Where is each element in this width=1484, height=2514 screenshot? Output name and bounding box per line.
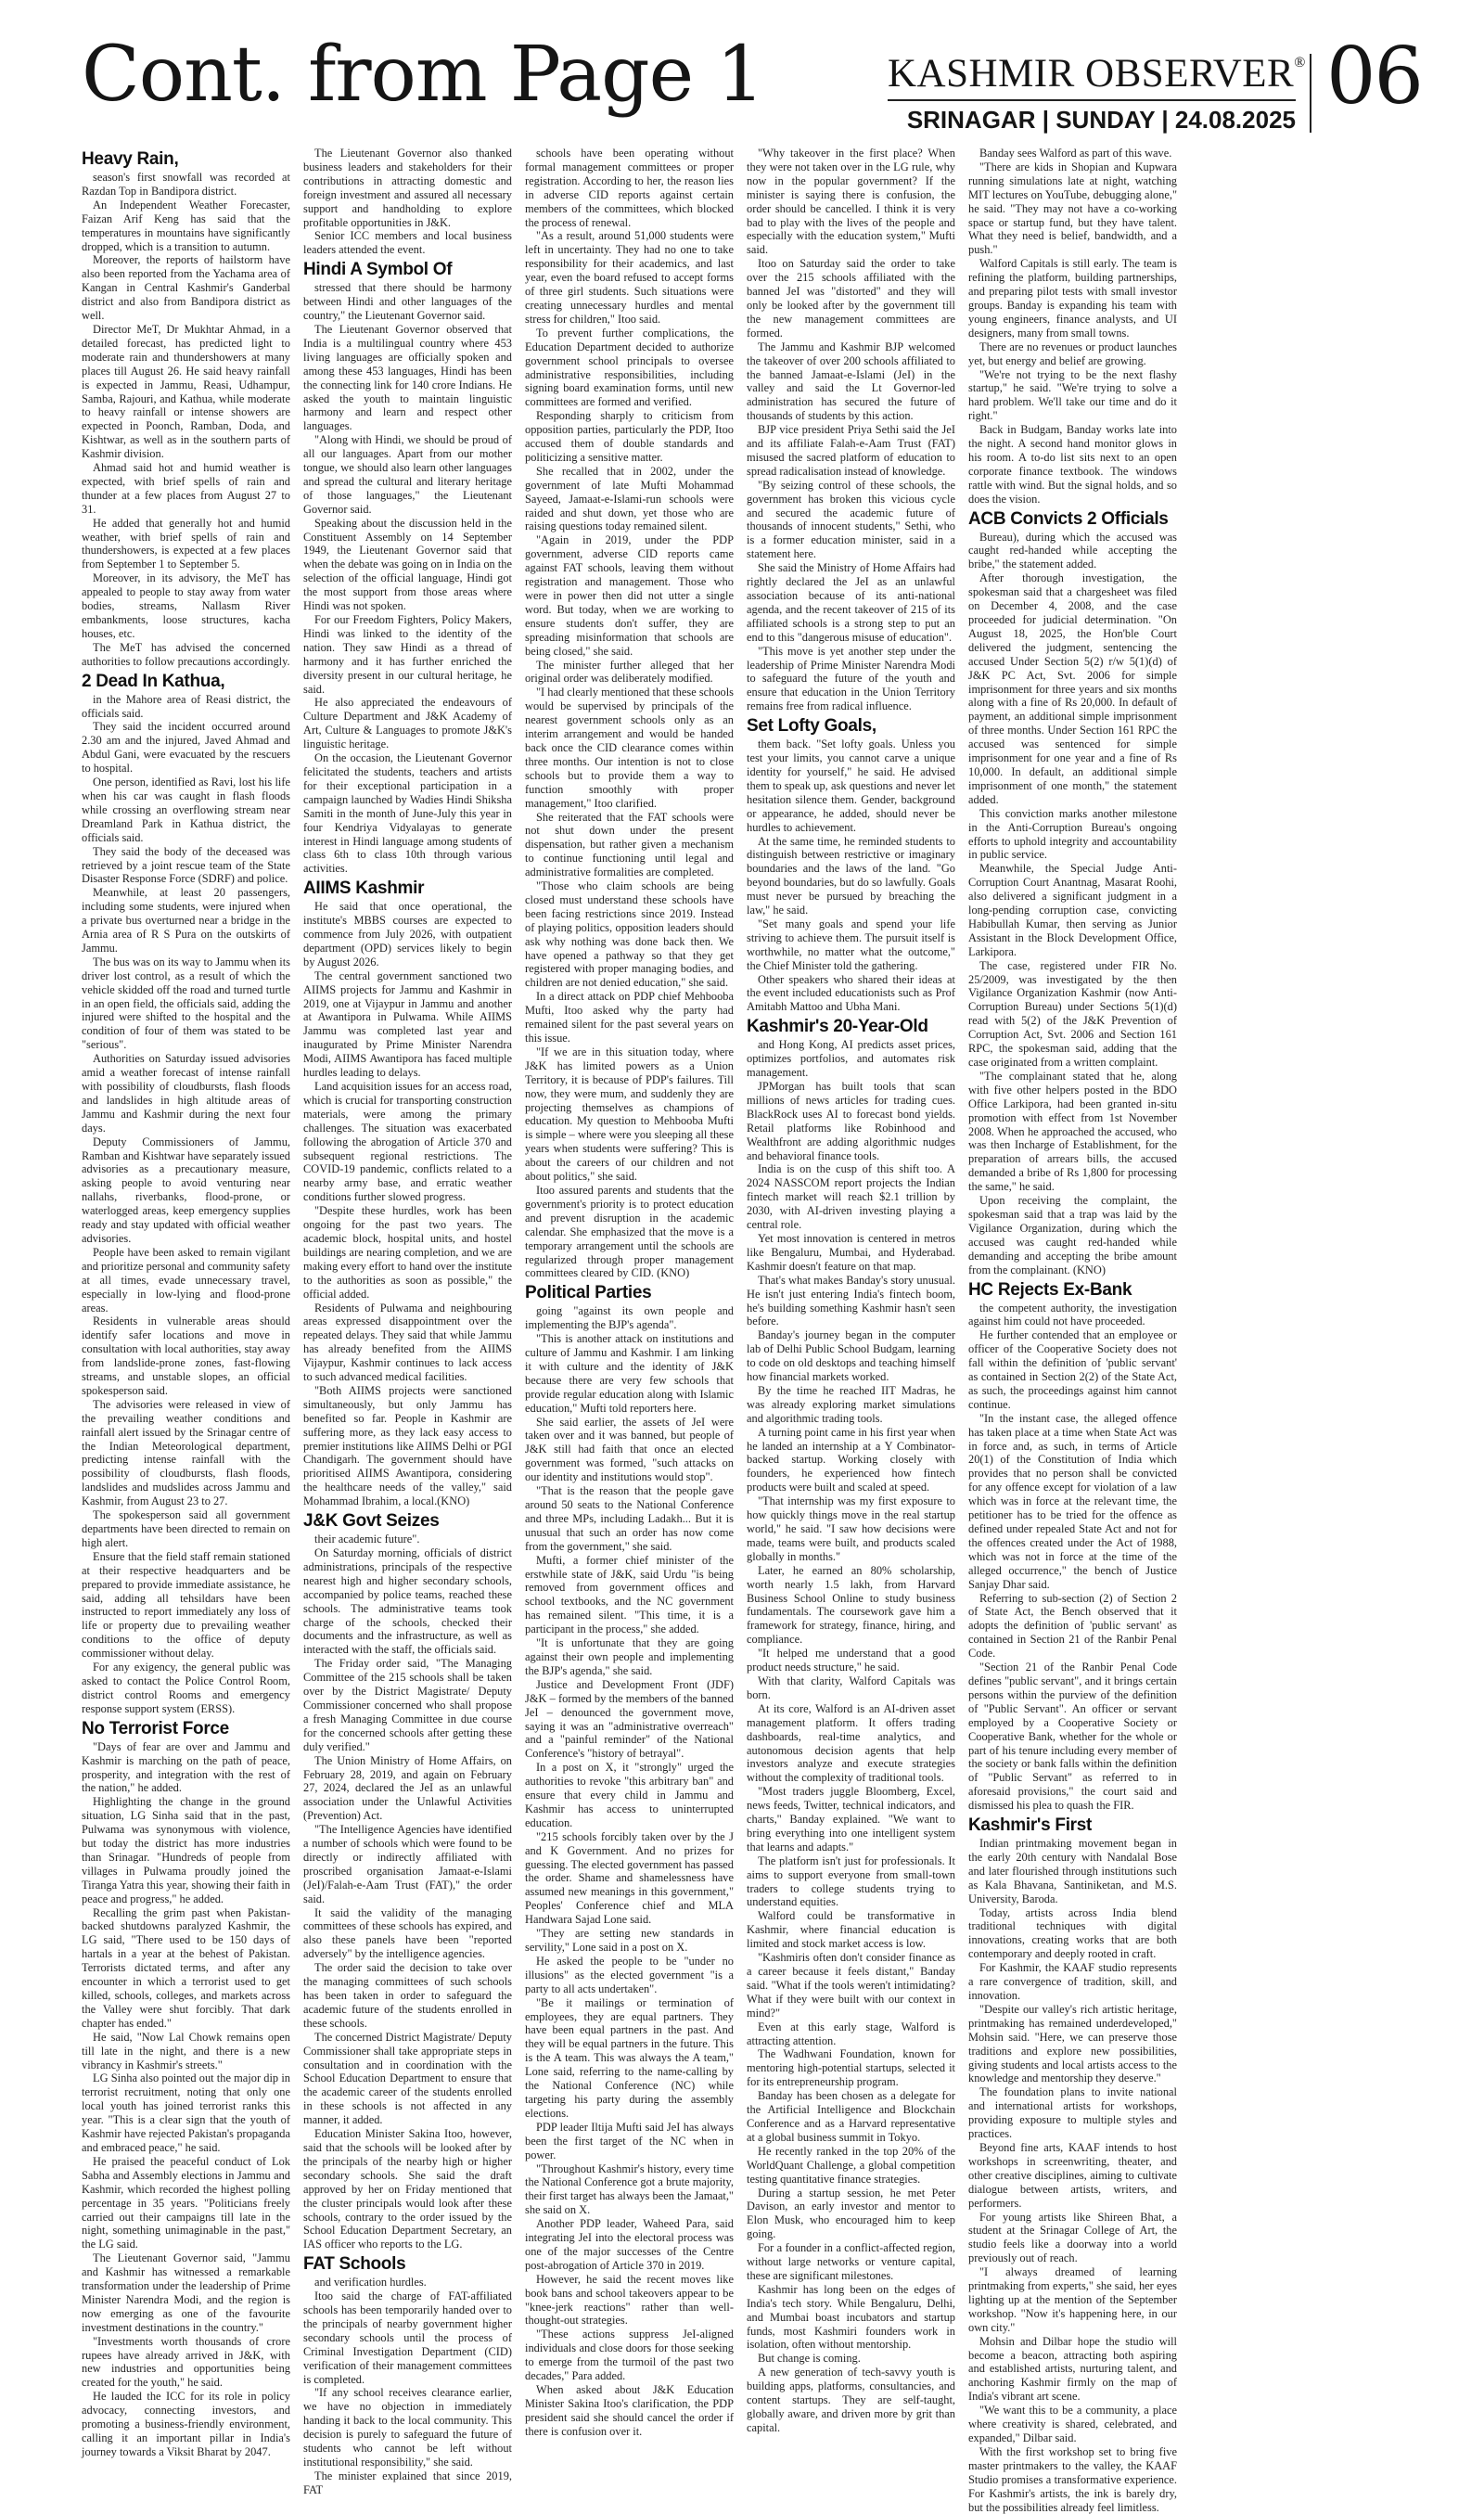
article-paragraph: "Throughout Kashmir's history, every time the National Conference got a brute majority, their first target has always been the Jamaat," she said on X. <box>525 2161 734 2217</box>
article-paragraph: Deputy Commissioners of Jammu, Ramban and Kishtwar have separately issued advisories as a precautionary measure, asking people to avoid venturing near nallahs, riverbanks, flood-prone, or waterlogged areas, keep emergency supplies ready and stay updated with official weather advisories. <box>82 1135 290 1245</box>
article-paragraph: With the first workshop set to bring five master printmakers to the valley, the KAAF Studio promises a transformative experience. For Kashmir's artists, the ink is barely dry, but the possibilities already feel limitless. <box>968 2444 1177 2514</box>
article-paragraph: She reiterated that the FAT schools were not shut down under the present dispensation, but rather given a mechanism to continue functioning until legal and administrative formalities are completed. <box>525 810 734 879</box>
article-paragraph: and verification hurdles. <box>314 2276 427 2290</box>
article-paragraph: "Despite these hurdles, work has been ongoing for the past two years. The academic block, hospital units, and hostel buildings are nearing completion, and we are making every effort to hand over the institute to the authorities as soon as possible," the official added. <box>303 1204 512 1301</box>
masthead <box>0 0 1484 139</box>
article-paragraph: He recently ranked in the top 20% of the WorldQuant Challenge, a global competition testing quantitative finance strategies. <box>747 2144 955 2186</box>
column-2 <box>303 147 512 2496</box>
article-paragraph: "Those who claim schools are being closed must understand these schools have been facing restrictions since 2019. Instead of playing politics, opposition leaders should ask why nothing was done back then. We have opened a pathway so that they get registered with proper managing bodies, and children are not denied education," she said. <box>525 879 734 990</box>
article-paragraph: During a startup session, he met Peter Davison, an early investor and mentor to Elon Musk, who encouraged him to keep going. <box>747 2186 955 2241</box>
article-paragraph: There are no revenues or product launches yet, but energy and belief are growing. <box>968 340 1177 367</box>
article-paragraph: One person, identified as Ravi, lost his life when his car was caught in flash floods while crossing an overflowing stream near Dreamland Park in Kathua district, the officials said. <box>82 776 290 844</box>
article-paragraph: "I always dreamed of learning printmaking from experts," she said, her eyes lighting up at the mention of the September workshop. "Now it's happening here, in our own city." <box>968 2265 1177 2334</box>
article-paragraph: Residents of Pulwama and neighbouring areas expressed disappointment over the repeated delays. They said that while Jammu has already benefited from the AIIMS Vijaypur, Kashmir continues to lack access to such advanced medical facilities. <box>303 1301 512 1384</box>
article-paragraph: stressed that there should be harmony between Hindi and other languages of the country," the Lieutenant Governor said. <box>303 281 512 323</box>
article-headline: 2 Dead In Kathua, <box>82 671 225 691</box>
article-paragraph: "Be it mailings or termination of employees, they are equal partners. They have been equal partners in the past. And they will be equal partners in the future. This is the A team. This was always the A team," Lone said, referring to the name-calling by the National Conference (NC) while targeting his party during the assembly elections. <box>525 1995 734 2120</box>
article-paragraph: Meanwhile, at least 20 passengers, including some students, were injured when a private bus overturned near a bridge in the Arnia area of R S Pura on the outskirts of Jammu. <box>82 886 290 955</box>
article-paragraph: Bureau), during which the accused was caught red-handed while accepting the bribe," the statement added. <box>968 530 1177 571</box>
article-paragraph: For young artists like Shireen Bhat, a student at the Srinagar College of Art, the studio feels like a doorway into a world previously out of reach. <box>968 2210 1177 2265</box>
article-paragraph: "They are setting new standards in servility," Lone said in a post on X. <box>525 1927 734 1954</box>
article-paragraph: On the occasion, the Lieutenant Governor felicitated the students, teachers and artists for their exceptional participation in a campaign launched by Wadies Hindi Shiksha Samiti in the month of June-July this year in four Kendriya Vidyalayas to generate interest in Hindi language among students of class 6th to class 10th through various activities. <box>303 751 512 876</box>
article-paragraph: He praised the peaceful conduct of Lok Sabha and Assembly elections in Jammu and Kashmir, which recorded the highest polling percentage in 35 years. "Politicians freely carried out their campaigns till late in the night, something unimaginable in the past," the LG said. <box>82 2154 290 2251</box>
article-paragraph: BJP vice president Priya Sethi said the JeI and its affiliate Falah-e-Aam Trust (FAT) misused the sacred platform of education to spread radicalisation instead of knowledge. <box>747 423 955 478</box>
article-paragraph: "Investments worth thousands of crore rupees have already arrived in J&K, with new industries and opportunities being created for the youth," he said. <box>82 2334 290 2390</box>
article-paragraph: "I had clearly mentioned that these schools would be supervised by principals of the nearest government schools only as an interim arrangement and would be handed back once the CID clearance comes within three months. Our intention is not to close schools but to provide them a way to function smoothly with proper management," Itoo clarified. <box>525 686 734 810</box>
article-headline: ACB Convicts 2 Officials <box>968 508 1169 529</box>
article-paragraph: For Kashmir, the KAAF studio represents a rare convergence of tradition, skill, and innovation. <box>968 1961 1177 2002</box>
article-paragraph: The platform isn't just for professionals. It aims to support everyone from small-town traders to college students trying to understand equities. <box>747 1853 955 1909</box>
article-paragraph: For any exigency, the general public was asked to contact the Police Control Room, district control Rooms and emergency response support system (ERSS). <box>82 1661 290 1715</box>
article-paragraph: He asked the people to be "under no illusions" as the elected government "is a party to all acts undertaken". <box>525 1954 734 1995</box>
article-paragraph: LG Sinha also pointed out the major dip in terrorist recruitment, noting that only one local youth has joined terrorist ranks this year. "This is a clear sign that the youth of Kashmir have rejected Pakistan's propaganda and embraced peace," he said. <box>82 2071 290 2154</box>
article-paragraph: He said that once operational, the institute's MBBS courses are expected to commence from July 2026, with outpatient department (OPD) services likely to begin by August 2026. <box>303 900 512 968</box>
article-paragraph: Kashmir has long been on the edges of India's tech story. While Bengaluru, Delhi, and Mumbai boast incubators and startup funds, most Kashmiri founders work in isolation, often without mentorship. <box>747 2282 955 2352</box>
article-paragraph: By the time he reached IIT Madras, he was already exploring market simulations and algorithmic trading tools. <box>747 1383 955 1425</box>
article-paragraph: "We're not trying to be the next flashy startup," he said. "We're trying to solve a hard problem. We'll take our time and do it right." <box>968 367 1177 423</box>
article-paragraph: People have been asked to remain vigilant and prioritize personal and community safety at all times, evade unnecessary travel, especially in low-lying and flood-prone areas. <box>82 1245 290 1315</box>
page-number: 06 <box>1326 31 1422 122</box>
article-headline: Kashmir's 20-Year-Old <box>747 1017 928 1037</box>
article-paragraph: The spokesperson said all government departments have been directed to remain on high alert. <box>82 1508 290 1549</box>
article-paragraph: An Independent Weather Forecaster, Faizan Arif Keng has said that the temperatures in mountains have significantly dropped, which is a transition to autumn. <box>82 198 290 253</box>
article-paragraph: When asked about J&K Education Minister Sakina Itoo's clarification, the PDP president said she should cancel the order if there is confusion over it. <box>525 2383 734 2438</box>
article-paragraph: "It helped me understand that a good product needs structure," he said. <box>747 1647 955 1674</box>
column-4 <box>747 147 955 2434</box>
article-paragraph: "Section 21 of the Ranbir Penal Code defines "public servant", and it brings certain persons within the purview of the definition of "Public Servant". An officer or servant employed by a Cooperative Society or Cooperative Bank, whether for the whole or part of his tenure including every member of the society or bank falls within the definition of "Public Servant" as referred to in aforesaid provisions," the court said and dismissed his plea to quash the FIR. <box>968 1661 1177 1813</box>
article-paragraph: Other speakers who shared their ideas at the event included educationists such as Prof Amitabh Mattoo and Ubha Mani. <box>747 972 955 1014</box>
article-paragraph: Justice and Development Front (JDF) J&K – formed by the members of the banned JeI – denounced the government move, saying it was an "administrative overreach" and a "painful reminder" of the National Conference's "history of betrayal". <box>525 1677 734 1761</box>
article-paragraph: them back. "Set lofty goals. Unless you test your limits, you cannot carve a unique identity for yourself," he said. He advised them to speak up, ask questions and never let hesitation silence them. Gender, background or appearance, he added, should never be hurdles to achievement. <box>747 738 955 834</box>
article-paragraph: At its core, Walford is an AI-driven asset management platform. It offers trading dashboards, real-time analytics, and autonomous decision agents that help investors analyze and execute strategies without the complexity of traditional tools. <box>747 1701 955 1785</box>
article-paragraph: "If we are in this situation today, where J&K has limited powers as a Union Territory, it is because of PDP's failures. Till now, they were mum, and suddenly they are projecting themselves as champions of education. My question to Mehbooba Mufti is simple – where were you sleeping all these years when students were suffering? This is about the careers of our children and not about politics," she said. <box>525 1045 734 1184</box>
article-paragraph: Ensure that the field staff remain stationed at their respective headquarters and be prepared to provide immediate assistance, he said, adding all tehsildars have been instructed to report immediately any loss of life or property due to prevailing weather conditions to the office of deputy commissioner without delay. <box>82 1549 290 1661</box>
article-paragraph: Itoo on Saturday said the order to take over the 215 schools affiliated with the banned JeI was "distorted" and they will only be looked after by the government till the new management committees are formed. <box>747 257 955 340</box>
article-headline: AIIMS Kashmir <box>303 879 425 899</box>
article-paragraph: A new generation of tech-savvy youth is building apps, platforms, consultancies, and content startups. They are self-taught, globally aware, and driven more by grit than capital. <box>747 2366 955 2434</box>
article-paragraph: "That is the reason that the people gave around 50 seats to the National Conference and three MPs, including Ladakh... But it is unusual that such an order has now come from the government," she said. <box>525 1484 734 1553</box>
article-paragraph: "That internship was my first exposure to how quickly things move in the real startup world," he said. "I saw how decisions were made, teams were built, and products scaled globally in months." <box>747 1494 955 1563</box>
article-paragraph: In a direct attack on PDP chief Mehbooba Mufti, Itoo asked why the party had remained silent for the past several years on this issue. <box>525 990 734 1045</box>
masthead-divider <box>1310 54 1311 133</box>
article-paragraph: The MeT has advised the concerned authorities to follow precautions accordingly. <box>82 640 290 668</box>
article-paragraph: Director MeT, Dr Mukhtar Ahmad, in a detailed forecast, has predicted light to moderate rain and thundershowers at many places till August 26. He said heavy rainfall is expected in Jammu, Reasi, Udhampur, Samba, Rajouri, and Kathua, while moderate to heavy rainfall or intense showers are expected in Poonch, Ramban, Doda, and Kishtwar, as well as in the southern parts of Kashmir division. <box>82 322 290 461</box>
article-paragraph: Banday has been chosen as a delegate for the Artificial Intelligence and Blockchain Conference and as a Harvard representative at a global business summit in Tokyo. <box>747 2089 955 2144</box>
article-paragraph: Another PDP leader, Waheed Para, said integrating JeI into the electoral process was one of the major successes of the Centre post-abrogation of Article 370 in 2019. <box>525 2217 734 2272</box>
article-headline: Political Parties <box>525 1283 652 1303</box>
article-paragraph: The advisories were released in view of the prevailing weather conditions and rainfall alert issued by the Srinagar centre of the Indian Meteorological department, predicting intense rainfall with the possibility of cloudbursts, flash floods, landslides and mudslides across Jammu and Kashmir, from August 23 to 27. <box>82 1397 290 1508</box>
article-paragraph: Banday's journey began in the computer lab of Delhi Public School Budgam, learning to code on old desktops and teaching himself how financial markets worked. <box>747 1328 955 1384</box>
article-paragraph: Upon receiving the complaint, the spokesman said that a trap was laid by the Vigilance Organization, during which the accused was caught red-handed while demanding and accepting the bribe amount from the complainant. (KNO) <box>968 1194 1177 1276</box>
column-5 <box>968 147 1177 2514</box>
column-1 <box>82 147 290 2458</box>
article-headline: HC Rejects Ex-Bank <box>968 1279 1132 1300</box>
article-paragraph: That's what makes Banday's story unusual. He isn't just entering India's fintech boom, he's building something Kashmir hasn't seen before. <box>747 1273 955 1328</box>
article-paragraph: their academic future". <box>314 1533 420 1546</box>
article-paragraph: It said the validity of the managing committees of these schools has expired, and also these panels have been "reported adversely" by the intelligence agencies. <box>303 1905 512 1961</box>
article-paragraph: The Friday order said, "The Managing Committee of the 215 schools shall be taken over by the District Magistrate/ Deputy Commissioner concerned who shall propose a fresh Managing Committee in due course for the concerned schools after getting these duly verified." <box>303 1657 512 1753</box>
article-paragraph: Responding sharply to criticism from opposition parties, particularly the PDP, Itoo accused them of double standards and politicizing a sensitive matter. <box>525 409 734 464</box>
article-paragraph: Yet most innovation is centered in metros like Bengaluru, Mumbai, and Hyderabad. Kashmir doesn't feature on that map. <box>747 1231 955 1273</box>
column-3 <box>525 147 734 2438</box>
article-paragraph: The Lieutenant Governor said, "Jammu and Kashmir has witnessed a remarkable transformation under the leadership of Prime Minister Narendra Modi, and the region is now emerging as one of the favourite investment destinations in the country." <box>82 2251 290 2334</box>
article-paragraph: Highlighting the change in the ground situation, LG Sinha said that in the past, Pulwama was synonymous with violence, but today the district has more industries than Srinagar. "Hundreds of people from villages in Pulwama proudly joined the Tiranga Yatra this year, showing their faith in peace and progress," he added. <box>82 1795 290 1905</box>
article-paragraph: Itoo said the charge of FAT-affiliated schools has been temporarily handed over to the principals of nearby government higher secondary schools until the process of Criminal Investigation Department (CID) verification of their management committees is completed. <box>303 2290 512 2386</box>
article-paragraph: Today, artists across India blend traditional techniques with digital innovations, creating works that are both contemporary and deeply rooted in craft. <box>968 1905 1177 1961</box>
article-headline: FAT Schools <box>303 2254 406 2275</box>
article-paragraph: "This is another attack on institutions and culture of Jammu and Kashmir. I am linking it with culture and the identity of J&K because there are very few schools that provide regular education along with Islamic education," Mufti told reporters here. <box>525 1332 734 1415</box>
article-paragraph: "In the instant case, the alleged offence has taken place at a time when State Act was in force and, as such, in terms of Article 20(1) of the Constitution of India which provides that no person shall be convicted for any offence except for violation of a law which was in force at the relevant time, the petitioner has to be tried for the offence as defined under repealed State Act and not for the offences created under the Act of 1988, which was not in force at the time of the alleged occurrence," the bench of Justice Sanjay Dhar said. <box>968 1411 1177 1591</box>
article-paragraph: For a founder in a conflict-affected region, without large networks or venture capital, these are significant milestones. <box>747 2241 955 2282</box>
article-paragraph: "Kashmiris often don't consider finance as a career because it feels distant," Banday said. "What if the tools weren't intimidating? What if they were built with our context in mind?" <box>747 1951 955 2020</box>
brand-block <box>888 52 1306 135</box>
article-paragraph: "Again in 2019, under the PDP government, adverse CID reports came against FAT schools, leaving them without registration and management. Those who were in power then did not utter a single word. But today, when we are working to ensure students don't suffer, they are spreading misinformation that schools are being closed," she said. <box>525 533 734 658</box>
article-paragraph: The Wadhwani Foundation, known for mentoring high-potential startups, selected it for its entrepreneurship program. <box>747 2047 955 2089</box>
article-headline: J&K Govt Seizes <box>303 1511 440 1532</box>
article-paragraph: The order said the decision to take over the managing committees of such schools has been taken in order to safeguard the academic future of the students enrolled in these schools. <box>303 1961 512 2030</box>
article-paragraph: Moreover, in its advisory, the MeT has appealed to people to stay away from water bodies, streams, Nallasm River embankments, loose structures, kacha houses, etc. <box>82 571 290 640</box>
article-paragraph: "The Intelligence Agencies have identified a number of schools which were found to be directly or indirectly affiliated with proscribed organisation Jamaat-e-Islami (JeI)/Falah-e-Aam Trust (FAT)," the order said. <box>303 1823 512 1905</box>
article-paragraph: Later, he earned an 80% scholarship, worth nearly 1.5 lakh, from Harvard Business School Online to study business fundamentals. The coursework gave him a framework for strategy, finance, hiring, and compliance. <box>747 1563 955 1647</box>
article-paragraph: She said the Ministry of Home Affairs had rightly declared the JeI as an unlawful association because of its anti-national agenda, and the recent takeover of 215 of its affiliated schools is a strong step to put an end to this "dangerous misuse of education". <box>747 561 955 644</box>
article-paragraph: He said, "Now Lal Chowk remains open till late in the night, and there is a new vibrancy in Kashmir's streets." <box>82 2030 290 2071</box>
article-headline: Heavy Rain, <box>82 149 179 169</box>
article-paragraph: schools have been operating without formal management committees or proper registration. According to her, the reason lies in adverse CID reports against certain members of the committees, which blocked the process of renewal. <box>525 147 734 229</box>
article-paragraph: in the Mahore area of Reasi district, the officials said. <box>82 692 290 720</box>
article-paragraph: Authorities on Saturday issued advisories amid a weather forecast of intense rainfall with possibility of cloudbursts, flash floods and landslides in high altitude areas of Jammu and Kashmir during the next four days. <box>82 1052 290 1135</box>
article-paragraph: Mohsin and Dilbar hope the studio will become a beacon, attracting both aspiring and established artists, nurturing talent, and anchoring Kashmir firmly on the map of India's vibrant art scene. <box>968 2334 1177 2404</box>
article-paragraph: She said earlier, the assets of JeI were taken over and it was banned, but people of J&K still had faith that once an elected government was formed, "such attacks on our identity and institutions would stop". <box>525 1415 734 1484</box>
article-headline: No Terrorist Force <box>82 1718 229 1738</box>
article-paragraph: Back in Budgam, Banday works late into the night. A second hand monitor glows in his room. A to-do list sits next to an open corporate finance textbook. The windows rattle with wind. But the signal holds, and so does the vision. <box>968 423 1177 506</box>
article-paragraph: Even at this early stage, Walford is attracting attention. <box>747 2020 955 2047</box>
article-paragraph: The bus was on its way to Jammu when its driver lost control, as a result of which the vehicle skidded off the road and turned turtle in an open field, the officials said, adding the injured were shifted to the hospital and the condition of four of them was stated to be "serious". <box>82 955 290 1052</box>
article-paragraph: The concerned District Magistrate/ Deputy Commissioner shall take appropriate steps in consultation and in coordination with the School Education Department to ensure that the academic career of the students enrolled in these schools is not affected in any manner, it added. <box>303 2030 512 2127</box>
article-paragraph: season's first snowfall was recorded at Razdan Top in Bandipora district. <box>82 171 290 198</box>
article-paragraph: However, he said the recent moves like book bans and school takeovers appear to be "knee-jerk reactions" rather than well-thought-out strategies. <box>525 2272 734 2328</box>
article-headline: Kashmir's First <box>968 1815 1093 1836</box>
article-paragraph: The case, registered under FIR No. 25/2009, was investigated by the then Vigilance Organization Kashmir (now Anti-Corruption Bureau) under Sections 5(1)(d) read with 5(2) of the J&K Prevention of Corruption Act, Svt. 2006 and Section 161 RPC, the spokesman said, adding that the case originated from a written complaint. <box>968 958 1177 1069</box>
article-paragraph: and Hong Kong, AI predicts asset prices, optimizes portfolios, and automates risk management. <box>747 1038 955 1080</box>
page-title: Cont. from Page 1 <box>82 31 764 119</box>
article-paragraph: "It is unfortunate that they are going against their own people and implementing the BJP's agenda," she said. <box>525 1636 734 1677</box>
article-paragraph: Speaking about the discussion held in the Constituent Assembly on 14 September 1949, the Lieutenant Governor said that when the debate was going on in India on the selection of the official language, Hindi got the most support from those areas where Hindi was not spoken. <box>303 516 512 613</box>
article-paragraph: The foundation plans to invite national and international artists for workshops, providing exposure to multiple styles and practices. <box>968 2085 1177 2141</box>
article-paragraph: The minister further alleged that her original order was deliberately modified. <box>525 658 734 686</box>
article-paragraph: going "against its own people and implementing the BJP's agenda". <box>525 1304 734 1332</box>
article-paragraph: PDP leader Iltija Mufti said JeI has always been the first target of the NC when in power. <box>525 2120 734 2161</box>
article-paragraph: "The complainant stated that he, along with five other helpers posted in the BDO Office Larkipora, had been granted in-situ promotion with effect from 1st November 2008. When he approached the accused, who was then Incharge of Establishment, for the preparation of arrears bills, the accused demanded a bribe of Rs 1,800 for processing the same," he said. <box>968 1069 1177 1194</box>
article-paragraph: The central government sanctioned two AIIMS projects for Jammu and Kashmir in 2019, one at Vijaypur in Jammu and another at Awantipora in Pulwama. While AIIMS Jammu was completed last year and inaugurated by Prime Minister Narendra Modi, AIIMS Awantipora has faced multiple hurdles leading to delays. <box>303 968 512 1080</box>
article-paragraph: Land acquisition issues for an access road, which is crucial for transporting construction materials, were among the primary challenges. The situation was exacerbated following the abrogation of Article 370 and subsequent regional restrictions. The COVID-19 pandemic, conflicts related to a nearby army base, and erratic weather conditions further slowed progress. <box>303 1080 512 1204</box>
article-paragraph: The Jammu and Kashmir BJP welcomed the takeover of over 200 schools affiliated to the banned Jamaat-e-Islami (JeI) in the valley and said the Lt Governor-led administration has secured the future of thousands of students by this action. <box>747 340 955 423</box>
article-paragraph: "As a result, around 51,000 students were left in uncertainty. They had no one to take responsibility for their academics, and last year, even the board refused to accept forms of three girl students. Such situations were creating unnecessary hurdles and mental stress for children," Itoo said. <box>525 229 734 326</box>
article-paragraph: After thorough investigation, the spokesman said that a chargesheet was filed on December 4, 2008, and the case proceeded for judicial determination. "On August 18, 2025, the Hon'ble Court delivered the judgment, sentencing the accused Under Section 5(2) r/w 5(1)(d) of J&K PC Act, Svt. 2006 for simple imprisonment for three years and six months along with a fine of Rs 20,000. In default of payment, an additional simple imprisonment of three months. Under Section 161 RPC the accused was sentenced for simple imprisonment for one year and a fine of Rs 10,000. In default, an additional simple imprisonment of one month," the statement added. <box>968 571 1177 806</box>
article-paragraph: Itoo assured parents and students that the government's priority is to protect education and prevent disruption in the academic calendar. She emphasized that the move is a temporary arrangement until the schools are regularized through proper management committees cleared by CID. (KNO) <box>525 1183 734 1280</box>
article-paragraph: He also appreciated the endeavours of Culture Department and J&K Academy of Art, Culture & Languages to promote J&K's linguistic heritage. <box>303 696 512 751</box>
article-paragraph: "If any school receives clearance earlier, we have no objection in immediately handing it back to the local community. This decision is purely to safeguard the future of students who cannot be left without institutional responsibility," she said. <box>303 2386 512 2469</box>
article-paragraph: He lauded the ICC for its role in policy advocacy, connecting investors, and promoting a business-friendly environment, calling it an important pillar in India's journey towards a Viksit Bharat by 2047. <box>82 2390 290 2458</box>
article-paragraph: The minister explained that since 2019, FAT <box>303 2469 512 2496</box>
article-paragraph: "We want this to be a community, a place where creativity is shared, celebrated, and expanded," Dilbar said. <box>968 2404 1177 2444</box>
article-paragraph: This conviction marks another milestone in the Anti-Corruption Bureau's ongoing efforts to uphold integrity and accountability in public service. <box>968 806 1177 862</box>
registered-mark: ® <box>1294 55 1306 71</box>
article-paragraph: To prevent further complications, the Education Department decided to authorize government school principals to oversee administrative responsibilities, including signing board examination forms, until new committees are formed and verified. <box>525 326 734 409</box>
article-paragraph: At the same time, he reminded students to distinguish between restrictive or imaginary boundaries and the laws of the land. "Go beyond boundaries, but do so lawfully. Goals must never be pursued by breaching the law," he said. <box>747 834 955 917</box>
article-paragraph: "215 schools forcibly taken over by the J and K Government. And no prizes for guessing. The elected government has passed the order. Shame and shamelessness have assumed new meanings in this government," Peoples' Conference chief and MLA Handwara Sajad Lone said. <box>525 1829 734 1927</box>
article-paragraph: "Both AIIMS projects were sanctioned simultaneously, but only Jammu has benefited so far. People in Kashmir are suffering more, as they lack easy access to premier institutions like AIIMS Delhi or PGI Chandigarh. The government should have prioritised AIIMS Awantipora, considering the healthcare needs of the valley," said Mohammad Ibrahim, a local.(KNO) <box>303 1383 512 1508</box>
article-paragraph: JPMorgan has built tools that scan millions of news articles for trading cues. BlackRock uses AI to forecast bond yields. Retail platforms like Robinhood and Wealthfront are adding algorithmic nudges and behavioral finance tools. <box>747 1080 955 1162</box>
article-paragraph: Banday sees Walford as part of this wave. <box>979 147 1172 160</box>
article-paragraph: Senior ICC members and local business leaders attended the event. <box>303 229 512 257</box>
article-paragraph: "Why takeover in the first place? When they were not taken over in the LG rule, why now in the popular government? If the minister is saying there is confusion, the order should be cancelled. I think it is very bad to play with the lives of the people and especially with the education system," Mufti said. <box>747 147 955 257</box>
article-paragraph: Walford could be transformative in Kashmir, where financial education is limited and stock market access is low. <box>747 1909 955 1951</box>
article-headline: Set Lofty Goals, <box>747 716 876 737</box>
article-paragraph: Residents in vulnerable areas should identify safer locations and move in consultation with local authorities, stay away from landslide-prone zones, fast-flowing streams, and unstable slopes, an official spokesperson said. <box>82 1315 290 1397</box>
article-paragraph: Walford Capitals is still early. The team is refining the platform, building partnerships, and preparing pilot tests with small investor groups. Banday is expanding his team with young engineers, finance analysts, and UI designers, many from small towns. <box>968 257 1177 340</box>
article-paragraph: The Union Ministry of Home Affairs, on February 28, 2019, and again on February 27, 2024, declared the JeI as an unlawful association under the Unlawful Activities (Prevention) Act. <box>303 1753 512 1823</box>
article-paragraph: On Saturday morning, officials of district administrations, principals of the respective nearest high and higher secondary schools, accompanied by police teams, reached these schools. The administrative teams took charge of the schools, checked their documents and the infrastructure, as well as interacted with the staff, the officials said. <box>303 1546 512 1657</box>
article-paragraph: A turning point came in his first year when he landed an internship at a Y Combinator-backed startup. Working closely with founders, he experienced how fintech products were built and scaled at speed. <box>747 1425 955 1494</box>
article-paragraph: Ahmad said hot and humid weather is expected, with brief spells of rain and thunder at a few places from August 27 to 31. <box>82 461 290 516</box>
article-paragraph: Beyond fine arts, KAAF intends to host workshops in screenwriting, theater, and other creative disciplines, aiming to cultivate dialogue between artists, writers, and performers. <box>968 2140 1177 2210</box>
article-paragraph: The Lieutenant Governor observed that India is a multilingual country where 453 living languages are officially spoken and among these 453 languages, Hindi has been the connecting link for 140 crore Indians. He asked the youth to maintain linguistic harmony and learn and respect other languages. <box>303 322 512 433</box>
newspaper-logo <box>888 52 1306 96</box>
newspaper-name: KASHMIR OBSERVER <box>888 52 1295 96</box>
article-paragraph: Mufti, a former chief minister of the erstwhile state of J&K, said Urdu "is being removed from government offices and school textbooks, and the NC government has remained silent. "This time, it is a participant in the process," she added. <box>525 1553 734 1636</box>
article-paragraph: Recalling the grim past when Pakistan-backed shutdowns paralyzed Kashmir, the LG said, "There used to be 150 days of hartals in a year at the behest of Pakistan. Terrorists dictated terms, and after any encounter in which a terrorist used to get killed, schools, colleges, and markets across the Valley were shut forcibly. That dark chapter has ended." <box>82 1905 290 2030</box>
article-paragraph: She recalled that in 2002, under the government of late Mufti Mohammad Sayeed, Jamaat-e-Islami-run schools were raided and shut down, yet those who are raising questions today remained silent. <box>525 464 734 533</box>
article-paragraph: "These actions suppress JeI-aligned individuals and close doors for those seeking to emerge from the turmoil of the past two decades," Para added. <box>525 2328 734 2383</box>
article-headline: Hindi A Symbol Of <box>303 260 453 280</box>
article-paragraph: "By seizing control of these schools, the government has broken this vicious cycle and secured the academic future of thousands of innocent students," Sethi, who is a former education minister, said in a statement here. <box>747 478 955 561</box>
article-columns <box>82 147 1399 2514</box>
article-paragraph: For our Freedom Fighters, Policy Makers, Hindi was linked to the identity of the nation. They saw Hindi as a thread of harmony and it has further enriched the diversity present in our cultural heritage, he said. <box>303 613 512 696</box>
article-paragraph: "Despite our valley's rich artistic heritage, printmaking has remained underdeveloped," Mohsin said. "Here, we can preserve those traditions and explore new possibilities, giving students and local artists access to the knowledge and mentorship they deserve." <box>968 2002 1177 2085</box>
article-paragraph: Education Minister Sakina Itoo, however, said that the schools will be looked after by the principals of the nearby high or higher secondary schools. She said the draft approved by her on Friday mentioned that the cluster principals would look after these schools, contrary to the order issued by the School Education Department Secretary, an IAS officer who reports to the LG. <box>303 2127 512 2251</box>
article-paragraph: "Days of fear are over and Jammu and Kashmir is marching on the path of peace, prosperity, and integration with the rest of the nation," he added. <box>82 1739 290 1795</box>
article-paragraph: the competent authority, the investigation against him could not have proceeded. <box>968 1301 1177 1328</box>
article-paragraph: He further contended that an employee or officer of the Cooperative Society does not fall within the definition of 'public servant' as contained in Section 2(2) of the State Act, as such, the proceedings against him cannot continue. <box>968 1328 1177 1411</box>
article-paragraph: But change is coming. <box>758 2352 861 2366</box>
article-paragraph: "Along with Hindi, we should be proud of all our languages. Apart from our mother tongue, we should also learn other languages and spread the cultural and literary heritage of those languages," the Lieutenant Governor said. <box>303 433 512 516</box>
article-paragraph: They said the incident occurred around 2.30 am and the injured, Javed Ahmad and Abdul Gani, were evacuated by the rescuers to hospital. <box>82 720 290 776</box>
article-paragraph: He added that generally hot and humid weather, with brief spells of rain and thundershowers, is expected at a few places from September 1 to September 5. <box>82 516 290 571</box>
article-paragraph: "There are kids in Shopian and Kupwara running simulations late at night, watching MIT lectures on YouTube, debugging alone," he said. "They may not have a co-working space or startup fund, but they have talent. What they need is belief, bandwidth, and a push." <box>968 160 1177 257</box>
article-paragraph: "This move is yet another step under the leadership of Prime Minister Narendra Modi to safeguard the future of the youth and ensure that education in the Union Territory remains free from radical influence. <box>747 644 955 713</box>
article-paragraph: They said the body of the deceased was retrieved by a joint rescue team of the State Disaster Response Force (SDRF) and police. <box>82 844 290 886</box>
article-paragraph: With that clarity, Walford Capitals was born. <box>747 1674 955 1701</box>
article-paragraph: Indian printmaking movement began in the early 20th century with Nandalal Bose and later flourished through institutions such as Kala Bhavana, Santiniketan, and M.S. University, Baroda. <box>968 1837 1177 1905</box>
article-paragraph: "Set many goals and spend your life striving to achieve them. The pursuit itself is worthwhile, no matter what the outcome," the Chief Minister told the gathering. <box>747 917 955 972</box>
article-paragraph: Referring to sub-section (2) of Section 2 of State Act, the Bench observed that it adopts the definition of 'public servant' as contained in Section 21 of the Ranbir Penal Code. <box>968 1591 1177 1661</box>
article-paragraph: Meanwhile, the Special Judge Anti-Corruption Court Anantnag, Masarat Roohi, also delivered a significant judgment in a long-pending corruption case, convicting Habibullah Kumar, then serving as Junior Assistant in the Block Development Office, Larkipora. <box>968 862 1177 958</box>
article-paragraph: Moreover, the reports of hailstorm have also been reported from the Yachama area of Kangan in Central Kashmir's Ganderbal district and also from Bandipora district as well. <box>82 253 290 323</box>
edition-line: SRINAGAR | SUNDAY | 24.08.2025 <box>888 99 1296 135</box>
article-paragraph: "Most traders juggle Bloomberg, Excel, news feeds, Twitter, technical indicators, and charts," Banday explained. "We want to bring everything into one intelligent system that learns and adapts." <box>747 1785 955 1853</box>
article-paragraph: The Lieutenant Governor also thanked business leaders and stakeholders for their contributions in attracting domestic and foreign investment and assured all necessary support and handholding to explore profitable opportunities in J&K. <box>303 147 512 229</box>
article-paragraph: India is on the cusp of this shift too. A 2024 NASSCOM report projects the Indian fintech market will reach $2.1 trillion by 2030, with AI-driven investing playing a central role. <box>747 1162 955 1232</box>
article-paragraph: In a post on X, it "strongly" urged the authorities to revoke "this arbitrary ban" and ensure that every child in Jammu and Kashmir has access to uninterrupted education. <box>525 1761 734 1829</box>
